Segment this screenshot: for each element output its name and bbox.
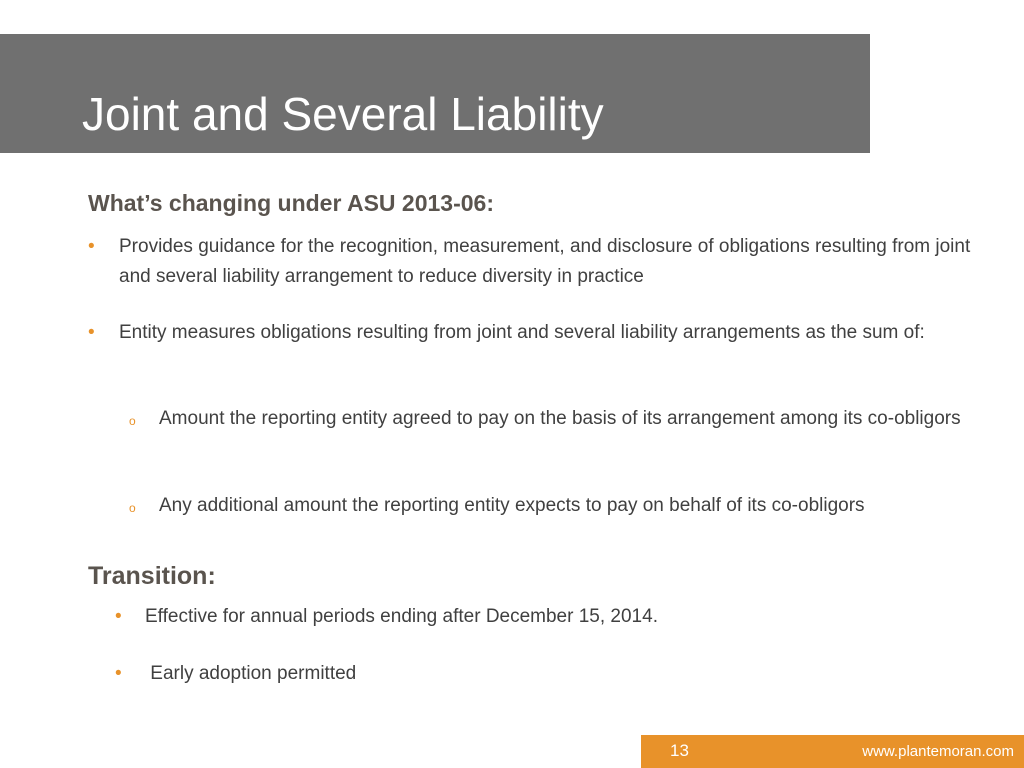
footer-website-link[interactable]: www.plantemoran.com [862, 743, 1014, 760]
bullet-item-guidance: Provides guidance for the recognition, measurement, and disclosure of obligations resulting from joint and several liability arrangement to reduce diversity in practice [119, 236, 971, 287]
bullet-marker: • [115, 606, 122, 627]
sub-bullet-marker: o [129, 501, 136, 515]
bullet-marker: • [88, 236, 95, 257]
bullet-item-measurement: Entity measures obligations resulting from joint and several liability arrangements as the sum of: [119, 322, 925, 343]
bullet-marker: • [115, 663, 122, 684]
section-heading-transition: Transition: [88, 562, 216, 590]
sub-bullet-item-additional-amount: Any additional amount the reporting entity expects to pay on behalf of its co-obligors [159, 495, 865, 516]
section-heading-changes: What’s changing under ASU 2013-06: [88, 190, 494, 216]
sub-bullet-marker: o [129, 414, 136, 428]
bullet-marker: • [88, 322, 95, 343]
slide-title: Joint and Several Liability [82, 88, 604, 140]
sub-bullet-item-agreed-amount: Amount the reporting entity agreed to pay on the basis of its arrangement among its co-obligors [159, 408, 961, 429]
bullet-item-effective-date: Effective for annual periods ending after December 15, 2014. [145, 606, 658, 627]
page-number: 13 [670, 741, 689, 760]
bullet-item-early-adoption: Early adoption permitted [145, 663, 357, 684]
